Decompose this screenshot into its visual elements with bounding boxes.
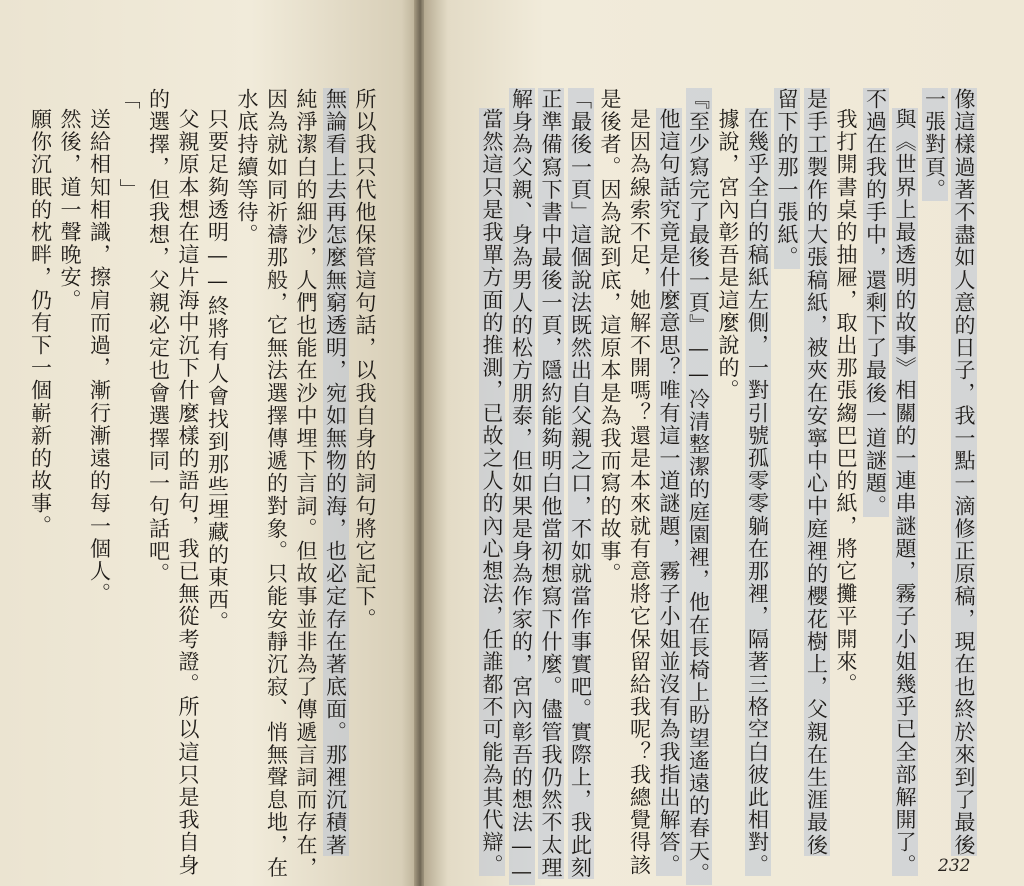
text-column: 送給相知相識，擦肩而過，漸行漸遠的每一個人。	[87, 108, 112, 606]
text-column: 「 」	[117, 88, 141, 201]
text-column: 像這樣過著不盡如人意的日子，我一點一滴修正原稿，現在也終於來到了最後	[952, 88, 976, 857]
text-column: 不過在我的手中，還剩下了最後一道謎題。	[863, 88, 888, 518]
text-column: 解身為父親、身為男人的松方朋泰，但如果是身為作家的，宮內彰吾的想法——	[509, 88, 534, 885]
text-column: 純淨潔白的細沙，人們也能在沙中埋下言詞。但故事並非為了傳遞言詞而存在，	[294, 88, 318, 879]
text-column: 父親原本想在這片海中沉下什麼樣的語句，我已無從考證。所以這只是我自身	[176, 108, 200, 877]
text-column: 是後者。因為說到底，這原本是為我而寫的故事。	[598, 88, 622, 586]
text-column: 「最後一頁」這個說法既然出自父親之口，不如就當作事實吧。實際上，我此刻	[568, 88, 593, 879]
text-column: 一張對頁。	[922, 88, 947, 201]
page-number: 232	[938, 856, 971, 876]
text-column: 當然這只是我單方面的推測，已故之人的內心想法，任誰都不可能為其代辯。	[480, 108, 504, 877]
text-column: 他這句話究竟是什麼意思？唯有這一道謎題，霧子小姐並沒有為我指出解答。	[657, 108, 681, 877]
text-column: 無論看上去再怎麼無窮透明，宛如無物的海，也必定存在著底面。那裡沉積著	[323, 88, 348, 857]
text-column: 據說，宮內彰吾是這麼說的。	[716, 108, 740, 402]
text-column: 是手工製作的大張稿紙，被夾在安寧中心中庭裡的櫻花樹上，父親在生涯最後	[804, 88, 829, 857]
text-column: 的選擇，但我想，父親必定也會選擇同一句話吧。	[146, 88, 171, 586]
text-column: 在幾乎全白的稿紙左側，一對引號孤零零躺在那裡，隔著三格空白彼此相對。	[745, 108, 770, 877]
text-column: 我打開書桌的抽屜，取出那張縐巴巴的紙，將它攤平開來。	[834, 108, 858, 696]
text-column: 所以我只代他保管這句話，以我自身的詞句將它記下。	[353, 88, 377, 631]
right-page	[424, 0, 1024, 886]
text-column: 與《世界上最透明的故事》相關的一連串謎題，霧子小姐幾乎已全部解開了。	[893, 108, 917, 877]
text-column: 因為就如同祈禱那般，它無法選擇傳遞的對象。只能安靜沉寂、悄無聲息地，在	[264, 88, 289, 879]
text-column: 水底持續等待。	[235, 88, 259, 247]
text-column: 只要足夠透明——終將有人會找到那些埋藏的東西。	[205, 108, 230, 634]
text-column: 然後，道一聲晚安。	[58, 108, 82, 312]
text-column: 正準備寫下書中最後一頁，隱約能夠明白他當初想寫下什麼。儘管我仍然不太理	[539, 88, 563, 879]
text-column: 是因為線索不足，她解不開嗎？還是本來就有意將它保留給我呢？我總覺得該	[627, 108, 652, 877]
text-column: 願你沉眠的枕畔，仍有下一個嶄新的故事。	[28, 108, 53, 538]
text-column: 『至少寫完了最後一頁』——冷清整潔的庭園裡，他在長椅上盼望遙遠的春天。	[686, 88, 711, 885]
text-column: 留下的那一張紙。	[775, 88, 799, 269]
left-page	[0, 0, 418, 886]
